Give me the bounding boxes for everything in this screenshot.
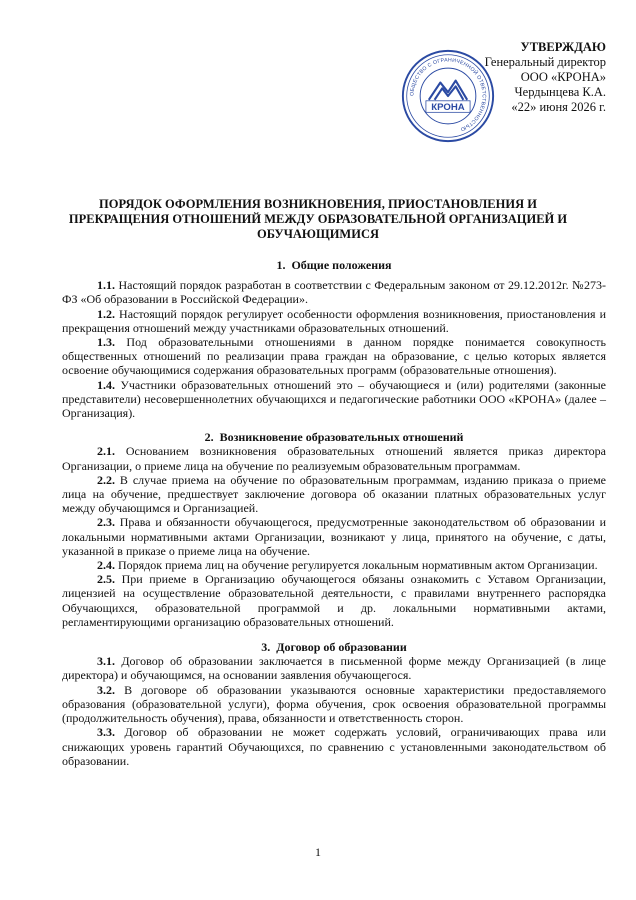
paragraph-text: В договоре об образовании указываются основные характеристики предоставляемого образования (образовательной услуги), форма обучения, срок освоения образовательной программы (продолжительность обучения), права, обязанности и ответственность сторон. bbox=[62, 682, 606, 726]
title-line: ПРЕКРАЩЕНИЯ ОТНОШЕНИЙ МЕЖДУ ОБРАЗОВАТЕЛЬНОЙ ОРГАНИЗАЦИЕЙ И bbox=[68, 212, 568, 226]
stamp-ring-text: ОБЩЕСТВО С ОГРАНИЧЕННОЙ ОТВЕТСТВЕННОСТЬЮ bbox=[409, 57, 487, 133]
paragraph-number: 3.3. bbox=[97, 725, 115, 740]
section-heading bbox=[62, 430, 606, 444]
paragraph-number: 2.5. bbox=[97, 572, 115, 587]
paragraph bbox=[62, 307, 606, 335]
paragraph bbox=[62, 378, 606, 421]
title-line: ОБУЧАЮЩИМИСЯ bbox=[256, 227, 380, 241]
paragraph bbox=[62, 572, 606, 629]
paragraph bbox=[62, 725, 606, 768]
paragraph-number: 1.2. bbox=[97, 306, 115, 321]
paragraph-text: В случае приема на обучение по образовательным программам, изданию приказа о приеме лица на обучение, предшествует заключение договора об оказании платных образовательных услуг между обучающимся и Организацией. bbox=[62, 472, 607, 516]
section-title: Договор об образовании bbox=[276, 640, 407, 655]
approval-position: Генеральный директор bbox=[484, 55, 606, 69]
paragraph-number: 1.4. bbox=[97, 377, 115, 392]
paragraph-text: Права и обязанности обучающегося, предусмотренные законодательством об образовании и локальными нормативными актами Организации, возникают у лица, принятого на обучение, с даты, указанной в приказе о приеме лица на обучение. bbox=[62, 515, 606, 558]
paragraph-text: Договор об образовании не может содержать условий, ограничивающих права или снижающих уровень гарантий Обучающихся, по сравнению с установленными законодательством об образовании. bbox=[62, 725, 607, 768]
section-title: Общие положения bbox=[291, 258, 392, 272]
approval-heading: УТВЕРЖДАЮ bbox=[520, 40, 606, 54]
paragraph-number: 1.3. bbox=[97, 335, 115, 350]
company-stamp-icon bbox=[400, 48, 496, 144]
paragraph-number: 2.4. bbox=[97, 558, 115, 573]
paragraph-text: Участники образовательных отношений это – обучающиеся и (или) родителями (законные представители) несовершеннолетних обучающихся и педагогические работники ООО «КРОНА» (далее – Организация). bbox=[62, 377, 607, 421]
paragraph-number: 1.1. bbox=[97, 278, 115, 293]
document-title bbox=[40, 197, 596, 242]
paragraph-number: 2.1. bbox=[97, 444, 115, 459]
section-heading bbox=[62, 640, 606, 654]
paragraph-text: Под образовательными отношениями в данном порядке понимается совокупность общественных отношений по реализации права граждан на образование, с целью которых является освоение обучающимися содержания образовательных программ (образовательные отношения). bbox=[62, 335, 607, 378]
paragraph-text: Настоящий порядок регулирует особенности оформления возникновения, приостановления и прекращения отношений между участниками образовательных отношений. bbox=[62, 306, 607, 335]
section-title: Возникновение образовательных отношений bbox=[219, 430, 464, 445]
section-heading bbox=[62, 258, 606, 272]
paragraph bbox=[62, 654, 606, 682]
paragraph-number: 2.2. bbox=[97, 472, 115, 487]
section-number: 1. bbox=[276, 258, 286, 272]
title-line: ПОРЯДОК ОФОРМЛЕНИЯ ВОЗНИКНОВЕНИЯ, ПРИОСТАНОВЛЕНИЯ И bbox=[99, 197, 537, 211]
paragraph-number: 3.1. bbox=[97, 654, 115, 669]
paragraph-text: При приеме в Организацию обучающегося обязаны ознакомить с Уставом Организации, лицензией на осуществление образовательной деятельности, с правилами внутреннего распорядка Обучающихся, образовательной программой и др. локальными нормативными актами, регламентирующими организацию образовательных отношений. bbox=[62, 572, 607, 629]
paragraph-text: Основанием возникновения образовательных отношений является приказ директора Организации, о приеме лица на обучение по реализуемым образовательным программам. bbox=[62, 444, 606, 473]
paragraph-number: 3.2. bbox=[97, 682, 115, 697]
approval-block bbox=[485, 40, 606, 115]
paragraph-text: Порядок приема лиц на обучение регулируется локальным нормативным актом Организации. bbox=[118, 558, 598, 573]
stamp-logo-text: КРОНА bbox=[431, 101, 465, 113]
paragraph bbox=[62, 515, 606, 558]
paragraph-text: Договор об образовании заключается в письменной форме между Организацией (в лице директора) и обучающимся, на основании заявления обучающегося. bbox=[62, 654, 606, 683]
paragraph-number: 2.3. bbox=[97, 515, 115, 530]
paragraph-text: Настоящий порядок разработан в соответствии с Федеральным законом от 29.12.2012г. №273-ФЗ «Об образовании в Российской Федерации». bbox=[62, 278, 607, 307]
paragraph bbox=[62, 278, 606, 306]
paragraph bbox=[62, 683, 606, 726]
page-number: 1 bbox=[315, 845, 321, 859]
section-number: 2. bbox=[204, 430, 214, 445]
document-body bbox=[62, 258, 606, 768]
paragraph bbox=[62, 444, 606, 472]
paragraph bbox=[62, 473, 606, 516]
section-number: 3. bbox=[261, 640, 271, 655]
approval-date: «22» июня 2026 г. bbox=[511, 100, 606, 114]
paragraph bbox=[62, 558, 606, 572]
paragraph bbox=[62, 335, 606, 378]
approval-company: ООО «КРОНА» bbox=[520, 70, 606, 84]
approval-signer: Чердынцева К.А. bbox=[514, 85, 606, 99]
